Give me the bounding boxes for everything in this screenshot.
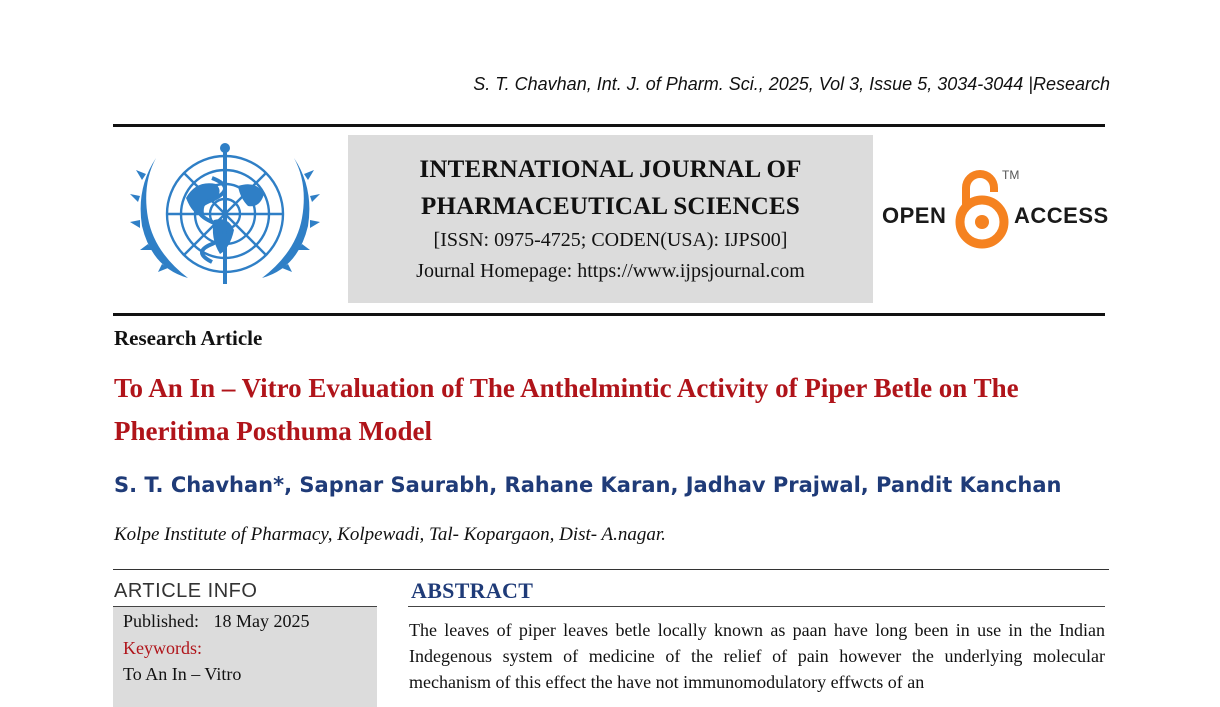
issn-line: [ISSN: 0975-4725; CODEN(USA): IJPS00] [433,229,788,251]
journal-name-line2: PHARMACEUTICAL SCIENCES [421,193,800,220]
journal-masthead [348,135,873,303]
published-date: 18 May 2025 [213,611,310,631]
open-access-word-access: ACCESS [1014,203,1109,228]
top-rule [113,124,1105,127]
trademark-mark: TM [1002,168,1020,182]
section-divider [113,569,1109,570]
article-title: To An In – Vitro Evaluation of The Anthelmintic Activity of Piper Betle on The Pheritima Posthuma Model [114,373,1019,446]
author-list: S. T. Chavhan*, Sapnar Saurabh, Rahane Karan, Jadhav Prajwal, Pandit Kanchan [114,473,1062,497]
masthead-bottom-rule [113,313,1105,316]
keyword-item: To An In – Vitro [123,664,242,684]
affiliation: Kolpe Institute of Pharmacy, Kolpewadi, Tal- Kopargaon, Dist- A.nagar. [114,524,666,545]
citation-header: S. T. Chavhan, Int. J. of Pharm. Sci., 2025, Vol 3, Issue 5, 3034-3044 |Research [473,74,1110,94]
article-info-panel [113,607,377,707]
open-access-word-open: OPEN [882,203,947,228]
abstract-text: The leaves of piper leaves betle locally known as paan have long been in use in the Indian Indegenous system of medicine of the relief of pain however the underlying molecular mechanism of this effect the have not immunomodulatory effwcts of an [409,620,1105,692]
journal-name [348,151,873,225]
caduceus-globe-emblem-icon [126,138,324,308]
open-access-logo [880,166,1108,250]
keywords-label: Keywords: [123,638,202,658]
abstract-rule [408,606,1105,607]
published-label: Published: [123,611,200,631]
article-info-heading: ARTICLE INFO [114,580,258,602]
published-row [123,611,310,632]
homepage-link[interactable]: Journal Homepage: https://www.ijpsjournal.com [416,260,805,282]
article-type: Research Article [114,326,263,350]
abstract-heading: ABSTRACT [411,578,534,603]
journal-name-line1: INTERNATIONAL JOURNAL OF [419,156,802,183]
